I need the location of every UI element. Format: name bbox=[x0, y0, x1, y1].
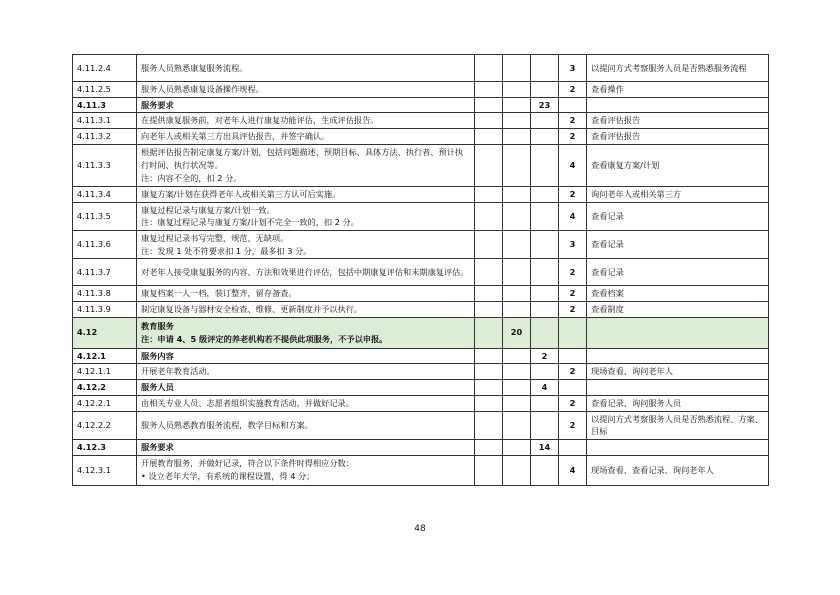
item-content bbox=[137, 186, 475, 202]
assessment-method: 查看记录 bbox=[587, 259, 769, 286]
table-row bbox=[73, 202, 769, 230]
score-cell-s4: 2 bbox=[559, 186, 587, 202]
table-row bbox=[73, 129, 769, 145]
score-cell-s4: 2 bbox=[559, 113, 587, 129]
score-cell-s4: 3 bbox=[559, 230, 587, 258]
score-cell-s1 bbox=[475, 411, 503, 439]
item-note: 注：申请 4、5 级评定的养老机构若不提供此项服务，不予以申报。 bbox=[141, 333, 388, 344]
score-cell-s2 bbox=[503, 129, 531, 145]
score-cell-s4: 3 bbox=[559, 55, 587, 82]
score-cell-s2 bbox=[503, 348, 531, 364]
assessment-method: 查看制度 bbox=[587, 302, 769, 318]
score-cell-s2 bbox=[503, 395, 531, 411]
item-text: 服务内容 bbox=[141, 350, 174, 361]
assessment-method bbox=[587, 348, 769, 364]
item-content bbox=[137, 202, 475, 230]
score-cell-s4: 2 bbox=[559, 82, 587, 98]
assessment-method: 以提问方式考察服务人员是否熟悉流程、方案、目标 bbox=[587, 411, 769, 439]
score-cell-s3: 4 bbox=[531, 380, 559, 396]
item-text: 康复档案一人一档，装订整齐，留存备查。 bbox=[141, 288, 297, 299]
item-code: 4.11.3.8 bbox=[73, 286, 137, 302]
page-number: 48 bbox=[414, 524, 426, 534]
assessment-method: 查看评估报告 bbox=[587, 129, 769, 145]
score-cell-s4 bbox=[559, 439, 587, 455]
score-cell-s3: 2 bbox=[531, 348, 559, 364]
score-cell-s2 bbox=[503, 113, 531, 129]
item-content bbox=[137, 259, 475, 286]
assessment-method: 查看操作 bbox=[587, 82, 769, 98]
score-cell-s2 bbox=[503, 186, 531, 202]
table-row bbox=[73, 113, 769, 129]
item-code: 4.11.2.4 bbox=[73, 55, 137, 82]
score-cell-s3 bbox=[531, 113, 559, 129]
item-content bbox=[137, 129, 475, 145]
item-text: 服务要求 bbox=[141, 441, 174, 452]
score-cell-s1 bbox=[475, 186, 503, 202]
score-cell-s2 bbox=[503, 202, 531, 230]
score-cell-s3 bbox=[531, 129, 559, 145]
evaluation-table bbox=[72, 54, 769, 486]
table-row bbox=[73, 411, 769, 439]
score-cell-s3 bbox=[531, 202, 559, 230]
item-text: 根据评估报告制定康复方案/计划，包括问题描述、预期目标、具体方法、执行者、预计执行时间、执行状况等。 bbox=[141, 147, 464, 170]
score-cell-s1 bbox=[475, 202, 503, 230]
item-note: 注：发现 1 处不符要求扣 1 分，最多扣 3 分。 bbox=[141, 245, 312, 256]
item-text: 服务人员熟悉教育服务流程，教学目标和方案。 bbox=[141, 419, 313, 430]
score-cell-s1 bbox=[475, 364, 503, 380]
item-code: 4.12.2.2 bbox=[73, 411, 137, 439]
score-cell-s4 bbox=[559, 380, 587, 396]
score-cell-s4: 2 bbox=[559, 129, 587, 145]
item-text: 康复过程记录书写完整、规范、无缺项。 bbox=[141, 232, 289, 243]
assessment-method: 查看记录 bbox=[587, 230, 769, 258]
item-content bbox=[137, 286, 475, 302]
item-code: 4.11.3.3 bbox=[73, 144, 137, 186]
score-cell-s3 bbox=[531, 395, 559, 411]
score-cell-s2 bbox=[503, 82, 531, 98]
item-text: 康复过程记录与康复方案/计划一致。 bbox=[141, 204, 275, 215]
score-cell-s1 bbox=[475, 439, 503, 455]
table-row bbox=[73, 97, 769, 113]
item-code: 4.12.1.1 bbox=[73, 364, 137, 380]
item-content bbox=[137, 230, 475, 258]
table-row bbox=[73, 348, 769, 364]
item-content bbox=[137, 317, 475, 348]
table-row bbox=[73, 380, 769, 396]
item-content bbox=[137, 395, 475, 411]
item-text: 在提供康复服务前，对老年人进行康复功能评估，生成评估报告。 bbox=[141, 115, 379, 126]
score-cell-s2 bbox=[503, 259, 531, 286]
table-row bbox=[73, 82, 769, 98]
score-cell-s2 bbox=[503, 97, 531, 113]
score-cell-s2 bbox=[503, 286, 531, 302]
item-code: 4.11.2.5 bbox=[73, 82, 137, 98]
score-cell-s4 bbox=[559, 97, 587, 113]
assessment-method: 查看档案 bbox=[587, 286, 769, 302]
table-row bbox=[73, 395, 769, 411]
score-cell-s4 bbox=[559, 348, 587, 364]
score-cell-s1 bbox=[475, 259, 503, 286]
item-code: 4.11.3.9 bbox=[73, 302, 137, 318]
item-note: 注：康复过程记录与康复方案/计划不完全一致的，扣 2 分。 bbox=[141, 217, 359, 228]
score-cell-s3 bbox=[531, 317, 559, 348]
score-cell-s2 bbox=[503, 364, 531, 380]
item-code: 4.12.2.1 bbox=[73, 395, 137, 411]
item-code: 4.12.3 bbox=[73, 439, 137, 455]
item-code: 4.11.3 bbox=[73, 97, 137, 113]
score-cell-s3 bbox=[531, 411, 559, 439]
score-cell-s4: 4 bbox=[559, 202, 587, 230]
score-cell-s3 bbox=[531, 364, 559, 380]
item-code: 4.12.2 bbox=[73, 380, 137, 396]
score-cell-s1 bbox=[475, 380, 503, 396]
score-cell-s2 bbox=[503, 380, 531, 396]
score-cell-s1 bbox=[475, 348, 503, 364]
item-content bbox=[137, 302, 475, 318]
table-row bbox=[73, 286, 769, 302]
score-cell-s3 bbox=[531, 302, 559, 318]
score-cell-s4: 2 bbox=[559, 259, 587, 286]
table-row bbox=[73, 364, 769, 380]
item-text: 开展老年教育活动。 bbox=[141, 366, 215, 377]
score-cell-s1 bbox=[475, 113, 503, 129]
score-cell-s2 bbox=[503, 455, 531, 485]
item-text: 向老年人或相关第三方出具评估报告，并签字确认。 bbox=[141, 131, 330, 142]
item-code: 4.11.3.1 bbox=[73, 113, 137, 129]
score-cell-s1 bbox=[475, 302, 503, 318]
score-cell-s3 bbox=[531, 186, 559, 202]
score-cell-s2 bbox=[503, 55, 531, 82]
score-cell-s2: 20 bbox=[503, 317, 531, 348]
score-cell-s1 bbox=[475, 55, 503, 82]
item-note: • 设立老年大学，有系统的课程设置，得 4 分； bbox=[141, 471, 315, 482]
score-cell-s1 bbox=[475, 286, 503, 302]
item-code: 4.11.3.7 bbox=[73, 259, 137, 286]
item-text: 开展教育服务，并做好记录，符合以下条件时得相应分数： bbox=[141, 458, 354, 469]
table-row bbox=[73, 259, 769, 286]
score-cell-s3 bbox=[531, 259, 559, 286]
assessment-method: 查看记录 bbox=[587, 202, 769, 230]
assessment-method: 查看康复方案/计划 bbox=[587, 144, 769, 186]
score-cell-s2 bbox=[503, 302, 531, 318]
table-body bbox=[73, 55, 769, 486]
item-text: 服务人员 bbox=[141, 382, 174, 393]
score-cell-s1 bbox=[475, 395, 503, 411]
score-cell-s1 bbox=[475, 144, 503, 186]
assessment-method bbox=[587, 317, 769, 348]
table-row bbox=[73, 439, 769, 455]
item-content bbox=[137, 411, 475, 439]
item-text: 由相关专业人员、志愿者组织实施教育活动，并做好记录。 bbox=[141, 397, 354, 408]
score-cell-s3 bbox=[531, 455, 559, 485]
score-cell-s4: 2 bbox=[559, 411, 587, 439]
score-cell-s4: 2 bbox=[559, 364, 587, 380]
assessment-method: 以提问方式考察服务人员是否熟悉服务流程 bbox=[587, 55, 769, 82]
table-row bbox=[73, 144, 769, 186]
item-content bbox=[137, 113, 475, 129]
item-content bbox=[137, 97, 475, 113]
assessment-method: 询问老年人或相关第三方 bbox=[587, 186, 769, 202]
score-cell-s3 bbox=[531, 144, 559, 186]
item-content bbox=[137, 380, 475, 396]
item-content bbox=[137, 348, 475, 364]
score-cell-s3 bbox=[531, 230, 559, 258]
item-content bbox=[137, 144, 475, 186]
score-cell-s1 bbox=[475, 317, 503, 348]
item-text: 教育服务 bbox=[141, 321, 174, 332]
assessment-method bbox=[587, 439, 769, 455]
assessment-method: 查看记录、询问服务人员 bbox=[587, 395, 769, 411]
score-cell-s3: 23 bbox=[531, 97, 559, 113]
assessment-method: 现场查看、询问老年人 bbox=[587, 364, 769, 380]
item-content bbox=[137, 439, 475, 455]
table-row bbox=[73, 186, 769, 202]
item-text: 康复方案/计划在获得老年人或相关第三方认可后实施。 bbox=[141, 188, 341, 199]
score-cell-s3: 14 bbox=[531, 439, 559, 455]
score-cell-s2 bbox=[503, 439, 531, 455]
item-content bbox=[137, 82, 475, 98]
score-cell-s4: 2 bbox=[559, 395, 587, 411]
assessment-method bbox=[587, 380, 769, 396]
item-note: 注：内容不全的，扣 2 分。 bbox=[141, 172, 242, 183]
item-code: 4.12 bbox=[73, 317, 137, 348]
item-content bbox=[137, 364, 475, 380]
score-cell-s4: 2 bbox=[559, 302, 587, 318]
score-cell-s1 bbox=[475, 230, 503, 258]
score-cell-s2 bbox=[503, 144, 531, 186]
score-cell-s1 bbox=[475, 455, 503, 485]
item-content bbox=[137, 55, 475, 82]
score-cell-s1 bbox=[475, 129, 503, 145]
item-code: 4.11.3.5 bbox=[73, 202, 137, 230]
table-row bbox=[73, 55, 769, 82]
item-code: 4.12.1 bbox=[73, 348, 137, 364]
score-cell-s4: 4 bbox=[559, 144, 587, 186]
item-code: 4.11.3.6 bbox=[73, 230, 137, 258]
score-cell-s4 bbox=[559, 317, 587, 348]
score-cell-s2 bbox=[503, 230, 531, 258]
score-cell-s1 bbox=[475, 82, 503, 98]
item-text: 服务人员熟悉康复服务流程。 bbox=[141, 62, 248, 73]
score-cell-s3 bbox=[531, 55, 559, 82]
table-row bbox=[73, 302, 769, 318]
item-text: 服务人员熟悉康复设备操作规程。 bbox=[141, 84, 264, 94]
assessment-method: 查看评估报告 bbox=[587, 113, 769, 129]
item-text: 制定康复设备与器材安全检查、维修、更新制度并予以执行。 bbox=[141, 304, 363, 315]
assessment-method: 现场查看、查看记录、询问老年人 bbox=[587, 455, 769, 485]
table-row bbox=[73, 317, 769, 348]
item-code: 4.11.3.2 bbox=[73, 129, 137, 145]
score-cell-s1 bbox=[475, 97, 503, 113]
item-text: 服务要求 bbox=[141, 99, 174, 110]
item-code: 4.12.3.1 bbox=[73, 455, 137, 485]
score-cell-s2 bbox=[503, 411, 531, 439]
item-code: 4.11.3.4 bbox=[73, 186, 137, 202]
item-text: 对老年人接受康复服务的内容、方法和效果进行评估，包括中期康复评估和末期康复评估。 bbox=[141, 266, 469, 277]
assessment-method bbox=[587, 97, 769, 113]
item-content bbox=[137, 455, 475, 485]
score-cell-s3 bbox=[531, 82, 559, 98]
score-cell-s4: 2 bbox=[559, 286, 587, 302]
score-cell-s4: 4 bbox=[559, 455, 587, 485]
score-cell-s3 bbox=[531, 286, 559, 302]
table-row bbox=[73, 230, 769, 258]
table-row bbox=[73, 455, 769, 485]
